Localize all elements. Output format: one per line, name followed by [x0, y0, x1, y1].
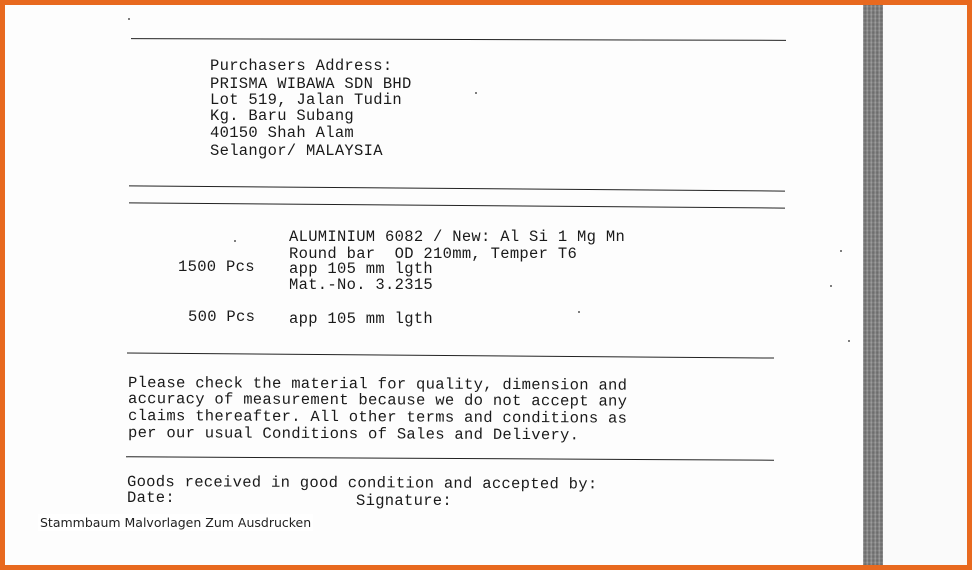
notice-line: claims thereafter. All other terms and conditions as	[127, 407, 628, 428]
notice-line: per our usual Conditions of Sales and Delivery.	[127, 424, 580, 445]
receipt-statement: Goods received in good condition and accepted by:	[126, 473, 598, 494]
purchaser-line: 40150 Shah Alam	[210, 124, 355, 142]
scan-speck	[234, 240, 236, 242]
right-margin	[883, 5, 967, 565]
purchaser-line: Selangor/ MALAYSIA	[210, 142, 383, 160]
purchaser-line: PRISMA WIBAWA SDN BHD	[210, 75, 412, 93]
item1-detail: Mat.-No. 3.2315	[289, 276, 434, 294]
item1-quantity: 1500 Pcs	[178, 258, 255, 276]
date-label: Date:	[127, 489, 176, 507]
scan-speck	[840, 250, 842, 252]
item2-detail: app 105 mm lgth	[289, 310, 434, 328]
notice-line: accuracy of measurement because we do not accept any	[127, 390, 628, 411]
scan-speck	[848, 340, 850, 342]
scan-speck	[128, 18, 130, 20]
signature-label: Signature:	[356, 492, 453, 510]
purchaser-line: Lot 519, Jalan Tudin	[210, 91, 403, 109]
image-caption: Stammbaum Malvorlagen Zum Ausdrucken	[40, 515, 312, 530]
scan-speck	[830, 285, 832, 287]
item1-detail: app 105 mm lgth	[289, 260, 434, 278]
purchaser-line: Kg. Baru Subang	[210, 107, 355, 125]
material-description: Round bar OD 210mm, Temper T6	[289, 245, 578, 263]
scan-speck	[578, 311, 580, 313]
scan-speck	[475, 92, 477, 94]
purchaser-heading: Purchasers Address:	[210, 57, 393, 75]
item2-quantity: 500 Pcs	[188, 308, 256, 326]
scanned-page-edge	[863, 5, 883, 565]
material-description: ALUMINIUM 6082 / New: Al Si 1 Mg Mn	[289, 228, 626, 246]
notice-line: Please check the material for quality, dimension and	[127, 374, 628, 395]
